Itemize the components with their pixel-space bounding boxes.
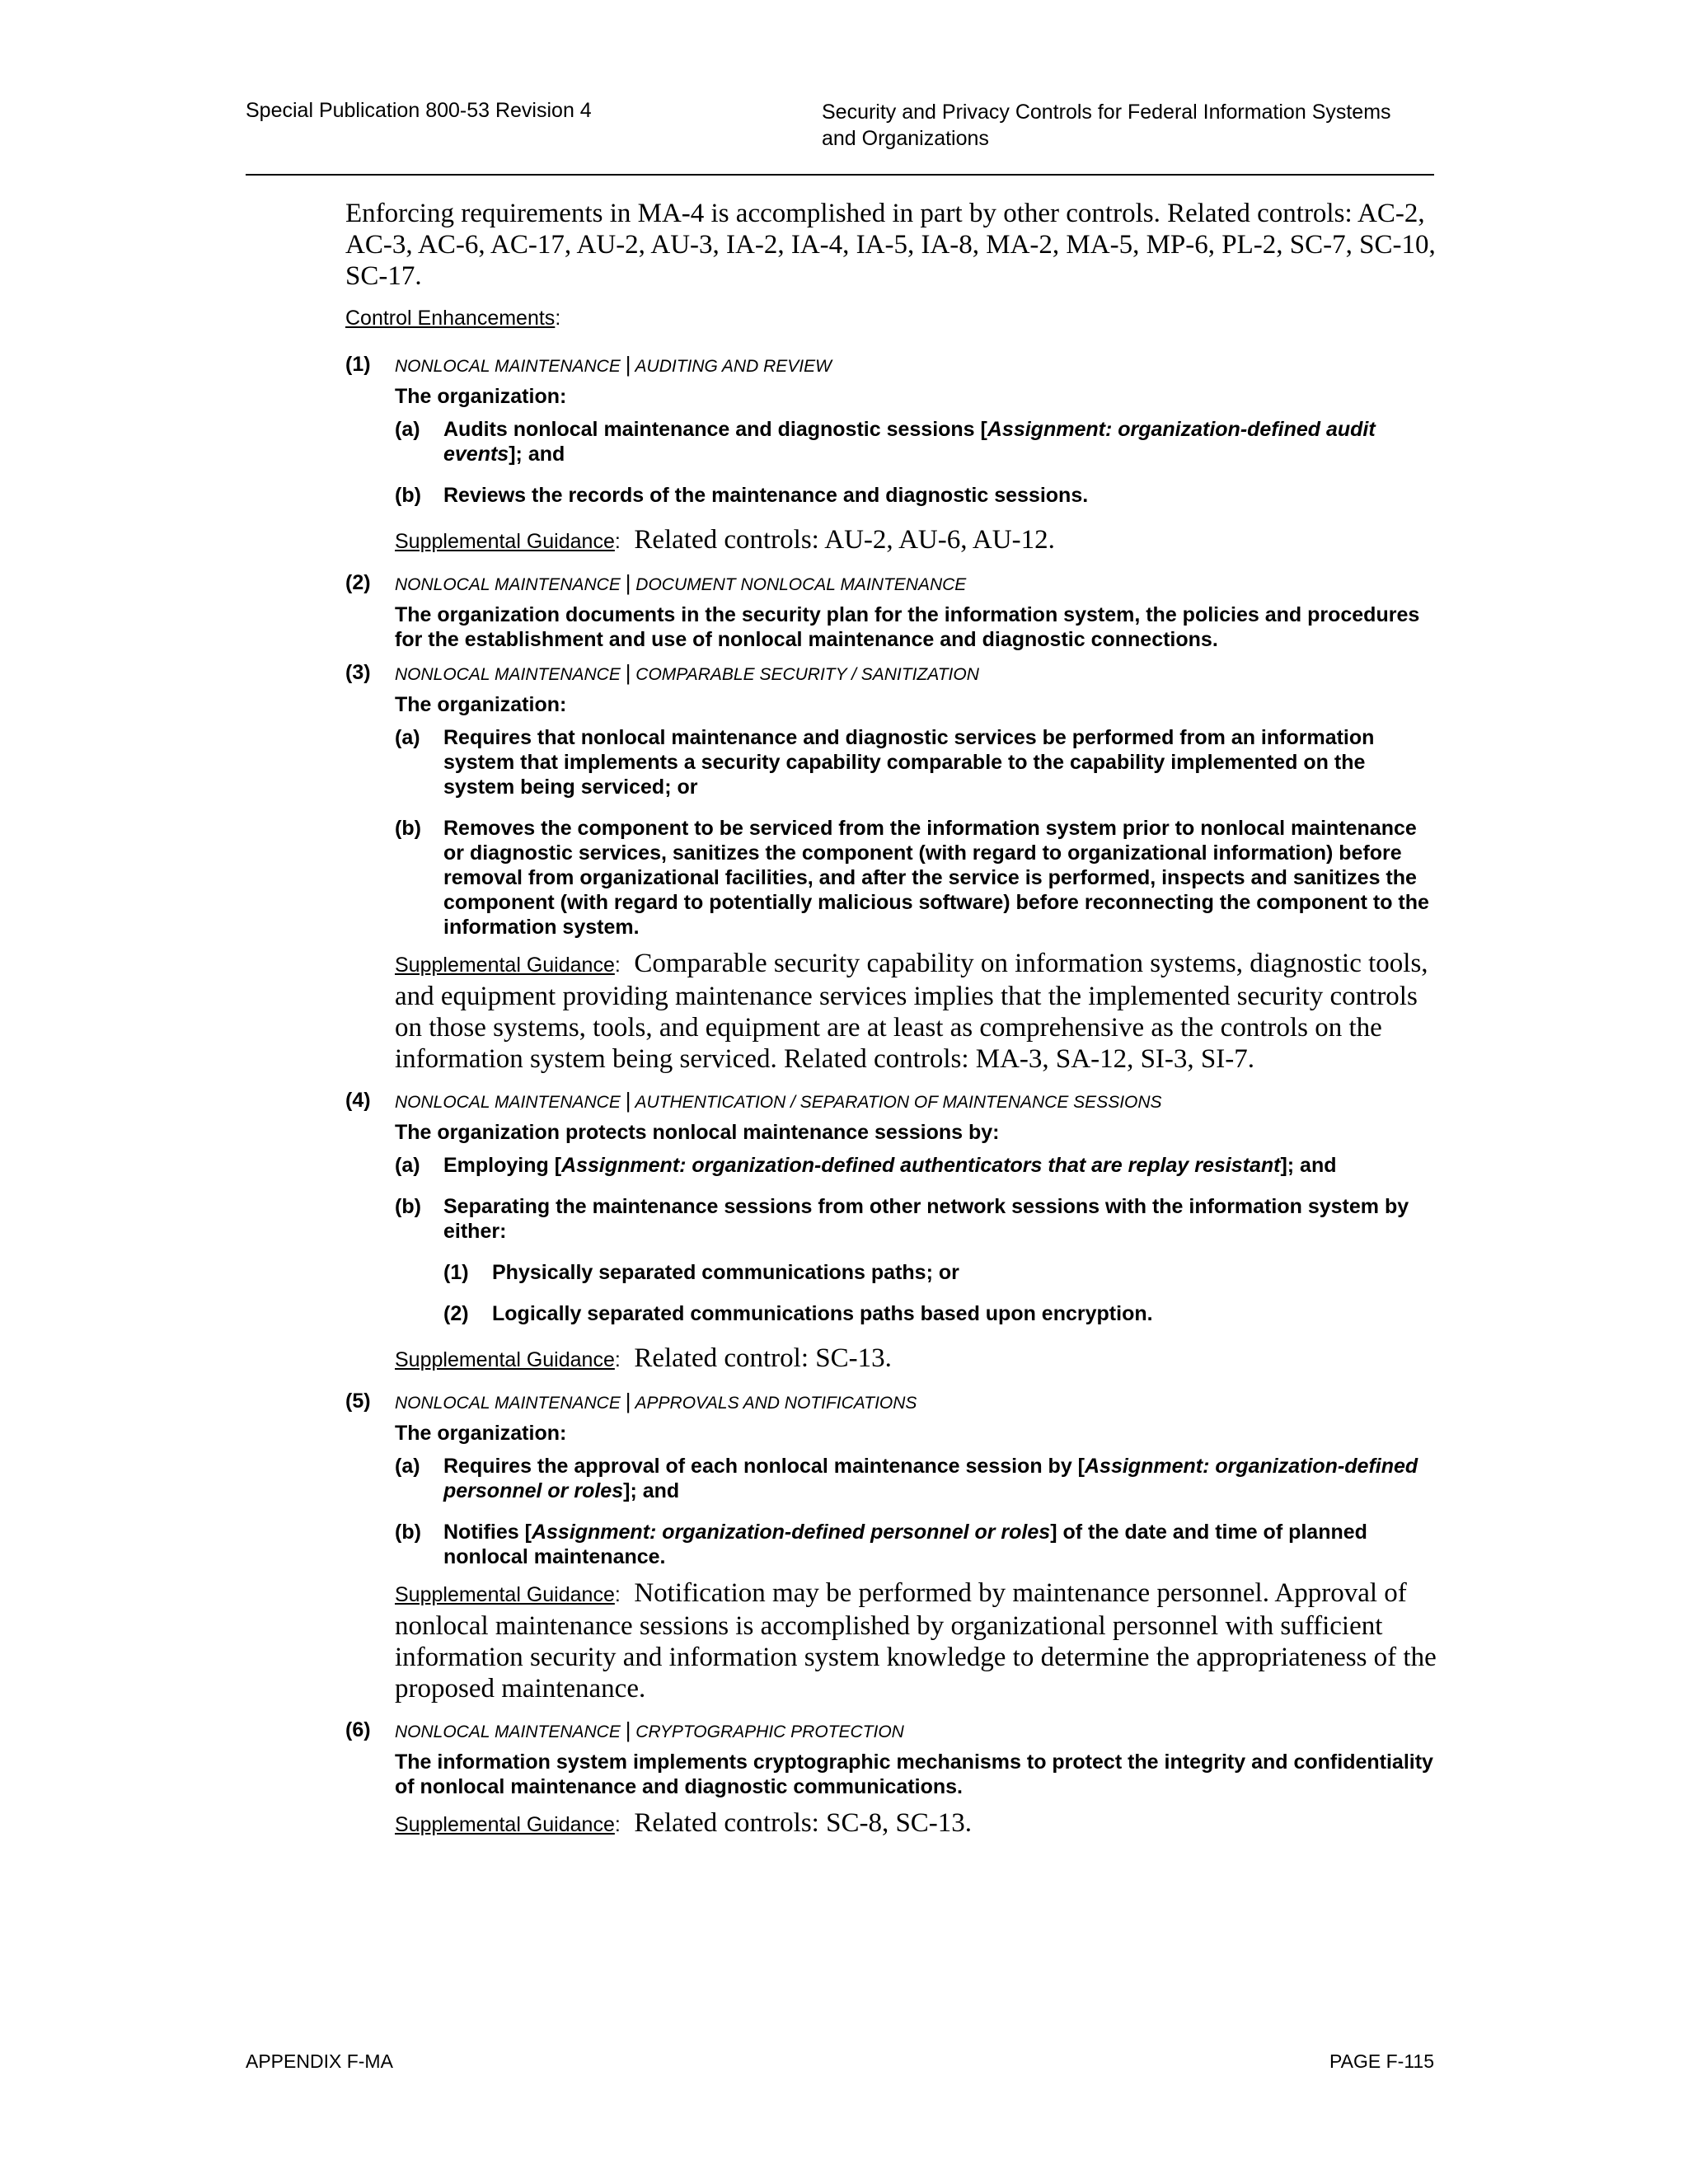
item-label: (b) [395, 1195, 421, 1218]
item-a [395, 1153, 1437, 1178]
item-label: (b) [395, 484, 421, 507]
enhancement-text: The information system implements cryptographic mechanisms to protect the integrity and confidentiality of nonlocal maintenance and diagnostic communications. [395, 1750, 1433, 1798]
item-text-end: ]; and [623, 1479, 680, 1502]
page-content [345, 198, 1437, 1852]
supplemental-guidance-label: Supplemental Guidance [395, 1813, 615, 1836]
item-text: Removes the component to be serviced from the information system prior to nonlocal maintenance or diagnostic services, sanitizes the component (with regard to organizational information) before removal from organizational facilities, and after the service is performed, inspects and sanitizes the component (with regard to potentially malicious software) before reconnecting the component to the information system. [443, 817, 1429, 939]
item-text: Reviews the records of the maintenance and diagnostic sessions. [443, 484, 1089, 507]
item-b [395, 1194, 1437, 1326]
enhancement-text: The organization documents in the security plan for the information system, the policies and procedures for the establishment and use of nonlocal maintenance and diagnostic connections. [395, 603, 1420, 651]
enhancement-title: NONLOCAL MAINTENANCE | DOCUMENT NONLOCAL MAINTENANCE [395, 570, 967, 595]
enhancement-6 [345, 1716, 1437, 1840]
title-part-b: COMPARABLE SECURITY / SANITIZATION [635, 665, 979, 684]
supplemental-guidance: Supplemental Guidance: Comparable security capability on information systems, diagnostic tools, and equipment providing maintenance services implies that the implemented security controls on those systems, tools, and equipment are at least as comprehensive as the controls on the information system being serviced. Related controls: MA-3, SA-12, SI-3, SI-7. [395, 949, 1428, 1074]
enhancement-title: NONLOCAL MAINTENANCE | COMPARABLE SECURITY / SANITIZATION [395, 660, 979, 685]
footer-page-number: PAGE F-115 [1329, 2050, 1434, 2072]
item-a [395, 417, 1437, 466]
title-part-a: NONLOCAL MAINTENANCE [395, 1394, 621, 1413]
control-enhancements-label: Control Enhancements [345, 307, 556, 330]
item-text: Employing [ [443, 1154, 562, 1177]
item-a [395, 725, 1437, 799]
assignment-text: Assignment: organization-defined personnel or roles [443, 1455, 1418, 1502]
enhancement-2 [345, 569, 1437, 652]
title-part-a: NONLOCAL MAINTENANCE [395, 575, 621, 594]
control-enhancements-heading: Control Enhancements: [345, 307, 561, 330]
item-a [395, 1454, 1437, 1503]
title-part-b: DOCUMENT NONLOCAL MAINTENANCE [635, 575, 967, 594]
enhancement-title: NONLOCAL MAINTENANCE | AUTHENTICATION / SEPARATION OF MAINTENANCE SESSIONS [395, 1088, 1162, 1113]
enhancement-1 [345, 350, 1437, 557]
subitem-text: Physically separated communications paths; or [492, 1261, 959, 1284]
enhancement-5 [345, 1387, 1437, 1704]
title-part-b: AUDITING AND REVIEW [635, 357, 832, 376]
item-text: Audits nonlocal maintenance and diagnostic sessions [ [443, 418, 987, 441]
enhancement-lead: The organization protects nonlocal maintenance sessions by: [395, 1121, 1000, 1144]
subitem-text: Logically separated communications paths based upon encryption. [492, 1302, 1153, 1325]
item-label: (b) [395, 1521, 421, 1544]
supplemental-guidance: Supplemental Guidance: Related control: SC-13. [395, 1343, 892, 1373]
subitem-2 [443, 1301, 1437, 1326]
assignment-text: Assignment: organization-defined authenticators that are replay resistant [561, 1154, 1281, 1177]
supplemental-guidance: Supplemental Guidance: Notification may be performed by maintenance personnel. Approval of nonlocal maintenance sessions is accomplished by organizational personnel with sufficient information security and information system knowledge to determine the appropriateness of the proposed maintenance. [395, 1578, 1437, 1704]
enhancement-lead: The organization: [395, 1422, 567, 1445]
item-text-end: ]; and [509, 443, 565, 466]
title-part-b: APPROVALS AND NOTIFICATIONS [635, 1394, 917, 1413]
supplemental-guidance-label: Supplemental Guidance [395, 1348, 615, 1371]
item-text: Notifies [ [443, 1521, 532, 1544]
supplemental-guidance-text: Comparable security capability on information systems, diagnostic tools, and equipment providing maintenance services implies that the implemented security controls on those systems, tools, and equipment are at least as comprehensive as the controls on the information system being serviced. Related controls: MA-3, SA-12, SI-3, SI-7. [395, 949, 1428, 1074]
supplemental-guidance: Supplemental Guidance: Related controls: AU-2, AU-6, AU-12. [395, 525, 1055, 555]
intro-paragraph: Enforcing requirements in MA-4 is accomplished in part by other controls. Related controls: AC-2, AC-3, AC-6, AC-17, AU-2, AU-3, IA-2, IA-4, IA-5, IA-8, MA-2, MA-5, MP-6, PL-2, SC-7, SC-10, SC-17. [345, 199, 1436, 291]
subitem-1 [443, 1260, 1437, 1285]
enhancement-title: NONLOCAL MAINTENANCE | AUDITING AND REVIEW [395, 352, 832, 377]
item-text: Separating the maintenance sessions from other network sessions with the information system by either: [443, 1195, 1409, 1243]
supplemental-guidance-label: Supplemental Guidance [395, 954, 615, 977]
enhancement-number: (1) [345, 353, 371, 376]
item-label: (a) [395, 1154, 420, 1177]
footer-appendix: APPENDIX F-MA [246, 2050, 393, 2072]
enhancement-number: (6) [345, 1718, 371, 1741]
title-part-a: NONLOCAL MAINTENANCE [395, 357, 621, 376]
enhancement-4 [345, 1086, 1437, 1376]
enhancement-number: (5) [345, 1390, 371, 1413]
item-b [395, 1520, 1437, 1569]
item-label: (a) [395, 726, 420, 749]
supplemental-guidance-text: Related controls: SC-8, SC-13. [634, 1808, 973, 1838]
supplemental-guidance: Supplemental Guidance: Related controls: SC-8, SC-13. [395, 1808, 973, 1838]
header-title-line1: Security and Privacy Controls for Federal Information Systems [822, 101, 1391, 124]
item-text: Requires that nonlocal maintenance and diagnostic services be performed from an information system that implements a security capability comparable to the capability implemented on the system being serviced; or [443, 726, 1375, 799]
header-rule [246, 174, 1434, 176]
enhancement-3 [345, 658, 1437, 1075]
header-publication: Special Publication 800-53 Revision 4 [246, 99, 592, 122]
item-text-end: ]; and [1280, 1154, 1337, 1177]
item-label: (b) [395, 817, 421, 840]
item-text: Requires the approval of each nonlocal maintenance session by [ [443, 1455, 1085, 1478]
enhancement-lead: The organization: [395, 693, 567, 716]
subitem-label: (2) [443, 1302, 469, 1325]
header-title [822, 99, 1391, 152]
subitem-label: (1) [443, 1261, 469, 1284]
item-label: (a) [395, 418, 420, 441]
supplemental-guidance-label: Supplemental Guidance [395, 1583, 615, 1606]
enhancement-lead: The organization: [395, 385, 567, 408]
enhancement-number: (2) [345, 571, 371, 594]
supplemental-guidance-label: Supplemental Guidance [395, 530, 615, 553]
title-part-a: NONLOCAL MAINTENANCE [395, 1093, 621, 1112]
title-part-a: NONLOCAL MAINTENANCE [395, 1722, 621, 1741]
item-b [395, 483, 1437, 508]
enhancement-number: (4) [345, 1089, 371, 1112]
title-part-a: NONLOCAL MAINTENANCE [395, 665, 621, 684]
supplemental-guidance-text: Related control: SC-13. [634, 1343, 892, 1373]
assignment-text: Assignment: organization-defined audit events [443, 418, 1376, 466]
assignment-text: Assignment: organization-defined personnel or roles [531, 1521, 1051, 1544]
supplemental-guidance-text: Related controls: AU-2, AU-6, AU-12. [634, 525, 1055, 555]
enhancement-title: NONLOCAL MAINTENANCE | CRYPTOGRAPHIC PROTECTION [395, 1718, 904, 1742]
item-label: (a) [395, 1455, 420, 1478]
enhancement-number: (3) [345, 661, 371, 684]
header-title-line2: and Organizations [822, 127, 989, 150]
title-part-b: AUTHENTICATION / SEPARATION OF MAINTENANCE SESSIONS [635, 1093, 1162, 1112]
supplemental-guidance-text: Notification may be performed by maintenance personnel. Approval of nonlocal maintenance sessions is accomplished by organizational personnel with sufficient information security and information system knowledge to determine the appropriateness of the proposed maintenance. [395, 1578, 1437, 1704]
item-b [395, 816, 1437, 940]
title-part-b: CRYPTOGRAPHIC PROTECTION [635, 1722, 904, 1741]
enhancement-title: NONLOCAL MAINTENANCE | APPROVALS AND NOTIFICATIONS [395, 1389, 917, 1413]
item-text-end: ] of the date and time of planned nonlocal maintenance. [443, 1521, 1367, 1568]
